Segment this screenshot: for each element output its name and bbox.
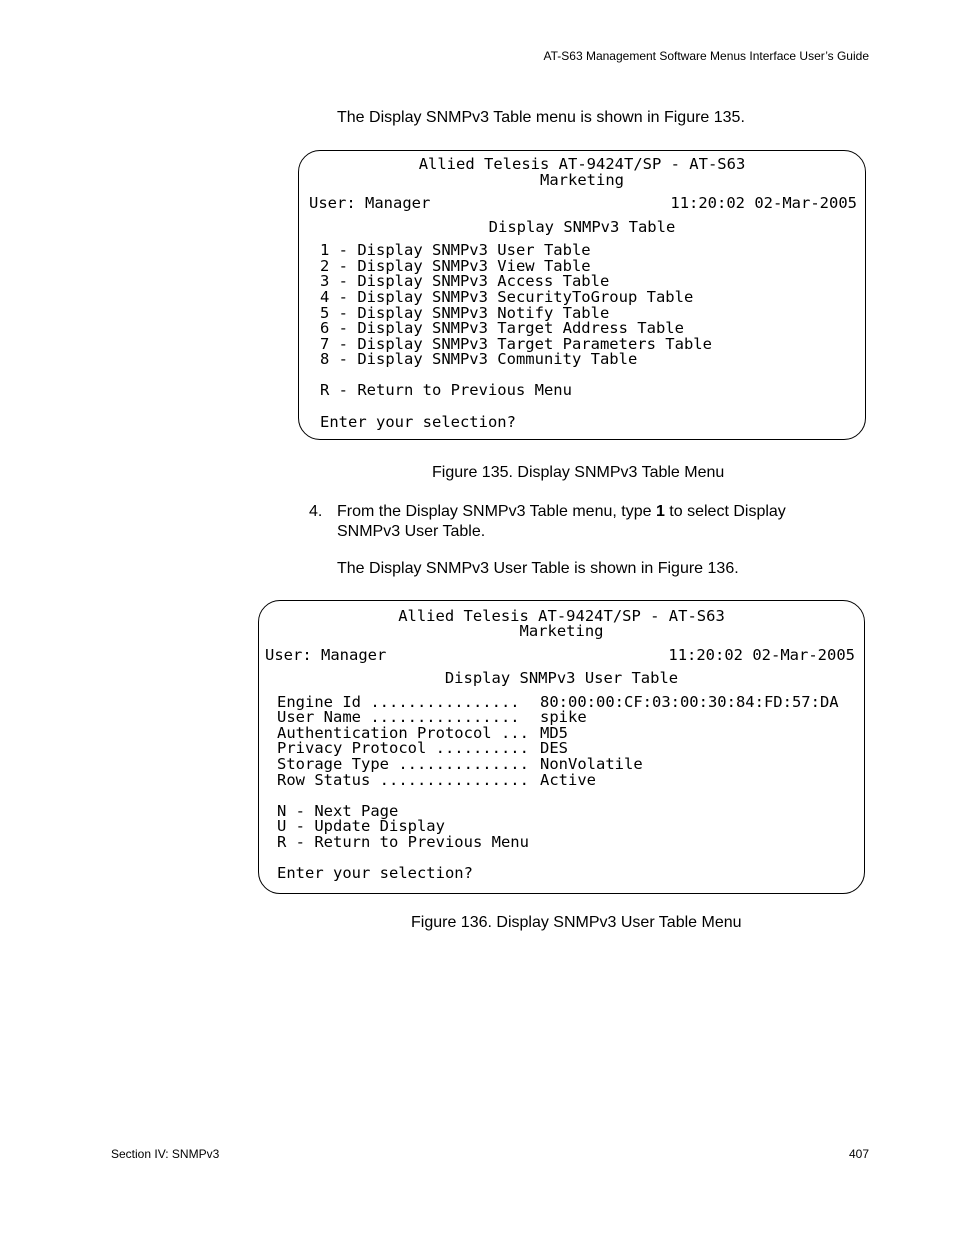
user-line: User: Manager xyxy=(309,194,431,212)
field-value-row-status: Active xyxy=(540,771,596,789)
menu-item: 5 - Display SNMPv3 Notify Table xyxy=(320,304,610,322)
field-label-privacy-protocol: Privacy Protocol .......... xyxy=(277,739,529,757)
menu-item: 8 - Display SNMPv3 Community Table xyxy=(320,350,638,368)
menu-item: 4 - Display SNMPv3 SecurityToGroup Table xyxy=(320,288,694,306)
field-label-row-status: Row Status ................ xyxy=(277,771,529,789)
figure-136-terminal xyxy=(258,600,865,894)
option-return: R - Return to Previous Menu xyxy=(277,833,529,851)
intro-paragraph-1: The Display SNMPv3 Table menu is shown in Figure 135. xyxy=(337,109,745,126)
company-line: Allied Telesis AT-9424T/SP - AT-S63 xyxy=(418,155,746,173)
intro-paragraph-2: The Display SNMPv3 User Table is shown in Figure 136. xyxy=(337,560,739,577)
selection-prompt: Enter your selection? xyxy=(320,413,516,431)
field-label-storage-type: Storage Type .............. xyxy=(277,755,529,773)
menu-title: Display SNMPv3 Table xyxy=(488,218,676,236)
menu-item: 1 - Display SNMPv3 User Table xyxy=(320,241,591,259)
user-line: User: Manager xyxy=(265,646,387,664)
step-text-before: From the Display SNMPv3 Table menu, type xyxy=(337,503,656,520)
time-line: 11:20:02 02-Mar-2005 xyxy=(668,646,855,664)
step-text-line-2: SNMPv3 User Table. xyxy=(337,523,486,540)
field-label-engine-id: Engine Id ................ xyxy=(277,693,520,711)
menu-title: Display SNMPv3 User Table xyxy=(444,669,679,687)
step-bold-key: 1 xyxy=(655,503,665,520)
field-value-engine-id: 80:00:00:CF:03:00:30:84:FD:57:DA xyxy=(540,693,839,711)
field-value-auth-protocol: MD5 xyxy=(540,724,568,742)
option-update-display: U - Update Display xyxy=(277,817,445,835)
figure-135-terminal xyxy=(298,150,866,440)
field-label-user-name: User Name ................ xyxy=(277,708,520,726)
step-4 xyxy=(309,502,869,542)
option-next-page: N - Next Page xyxy=(277,802,399,820)
running-header: AT-S63 Management Software Menus Interface User’s Guide xyxy=(543,49,869,63)
location-line: Marketing xyxy=(519,622,604,640)
figure-136-caption: Figure 136. Display SNMPv3 User Table Menu xyxy=(411,914,742,931)
menu-item: 7 - Display SNMPv3 Target Parameters Table xyxy=(320,335,712,353)
time-line: 11:20:02 02-Mar-2005 xyxy=(670,194,857,212)
selection-prompt: Enter your selection? xyxy=(277,864,473,882)
location-line: Marketing xyxy=(540,171,624,189)
menu-item: 3 - Display SNMPv3 Access Table xyxy=(320,272,610,290)
step-text-after: to select Display xyxy=(664,503,786,520)
page-number: 407 xyxy=(848,1147,869,1161)
company-line: Allied Telesis AT-9424T/SP - AT-S63 xyxy=(398,607,725,625)
return-menu-item: R - Return to Previous Menu xyxy=(320,381,572,399)
step-number: 4. xyxy=(309,503,323,520)
field-value-storage-type: NonVolatile xyxy=(540,755,643,773)
menu-item: 2 - Display SNMPv3 View Table xyxy=(320,257,591,275)
figure-135-caption: Figure 135. Display SNMPv3 Table Menu xyxy=(432,464,725,481)
footer-section: Section IV: SNMPv3 xyxy=(111,1147,220,1161)
menu-item: 6 - Display SNMPv3 Target Address Table xyxy=(320,319,684,337)
field-value-user-name: spike xyxy=(540,708,587,726)
field-label-auth-protocol: Authentication Protocol ... xyxy=(277,724,529,742)
field-value-privacy-protocol: DES xyxy=(540,739,568,757)
